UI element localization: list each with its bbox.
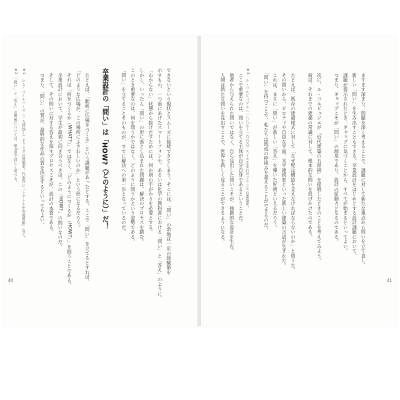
footnote-line: ※2 「問い」と「答え」の関係については、第3章で詳しく述べる。 bbox=[14, 68, 18, 184]
left-page bbox=[4, 36, 199, 326]
text-line: ますます深まり、問題を深く考えることで、課題に対して新たな視点から問いを立て直し、 bbox=[360, 68, 366, 268]
section-heading: 卒業設計の「問い」は「HOW?（どのように）」だ！ bbox=[100, 68, 109, 230]
text-line: 次に、ル・コルビュジエが「近代建築の五原則」を提唱したときのことを考えてみよう。 bbox=[316, 68, 322, 263]
text-line: 人間は新たな問いを見出すことで、世界を新しく見ることができるようになる。 bbox=[219, 68, 225, 244]
text-line: たとえば、既存の建築様式に対して「なぜ壁は構造を支えなければならないのか」と問うた。 bbox=[290, 68, 296, 273]
text-line: このとき重要なのは、何を問うかではなく、どのように問うかという姿勢である。 bbox=[129, 68, 135, 244]
text-line: できないという現状とスムーズに接続できてしまう。そこには、「問い」の余地は一定の経験値を bbox=[165, 68, 171, 275]
text-line: つまり、ギャップこそが「問い」の源泉であり、設計の原動力となるのである。 bbox=[333, 68, 339, 244]
text-line: 「問い」を持つことで、私たちは既成の枠組みを超えることができるのだ。 bbox=[263, 68, 269, 232]
footnote-line: ※3 ル・コルビュジエ（一八八七―一九六五）スイス生まれのフランスの建築家。 bbox=[245, 68, 250, 210]
footnote-line: ※1 レム・コールハース（一九四四―）オランダの建築家。代表作に「シアトル中央図書館」など。 bbox=[22, 68, 27, 240]
text-line: その問いから、ピロティや自由な平面、水平連続窓といった新しい建築の言語が生まれた。 bbox=[281, 68, 287, 268]
text-line: 彼は、それまでの建築の常識に対して、根本的な問いを投げかけたのである。 bbox=[307, 68, 313, 239]
paragraph-break bbox=[30, 68, 34, 256]
text-line: つまり、「問い」の質が、最終的な作品の質を決定するといってもよい。 bbox=[39, 68, 45, 228]
text-line: 課題が提示されたとき、ギャップに気づくことから、すべてが始まるといってよい。 bbox=[342, 68, 348, 254]
text-line: ここで重要なのは、問いを立てる主体が自分自身であるということだ。 bbox=[237, 68, 243, 225]
text-line: 他者から与えられた問いではなく、自ら見出した問いこそが、独創的な設計を生む。 bbox=[228, 68, 234, 254]
paragraph-break bbox=[92, 68, 96, 256]
text-line: これは、まさに「問い」が新しい「答え」を導いた好例といえるだろう。 bbox=[272, 68, 278, 230]
paragraph-break bbox=[112, 68, 116, 256]
text-line: それは「何をつくるか（WHAT?）」ではなく、「どのようにつくるか（HOW?）」を問うことである。 bbox=[66, 68, 72, 288]
text-line: 新しい「問い」を生み出すこともできる。卒業設計をはじめとする設計課題において、 bbox=[351, 68, 357, 258]
right-page bbox=[201, 36, 396, 326]
text-line: そして、その問いに対する答えを探すプロセスこそが、設計の本質である。 bbox=[48, 68, 54, 235]
left-page-number: 40 bbox=[8, 278, 14, 283]
right-page-number: 41 bbox=[386, 278, 392, 283]
text-line: 卒業設計において、学生が最初に向き合うべきは、この「HOW?」の問いなのだ。 bbox=[57, 68, 63, 249]
paragraph-break bbox=[254, 68, 258, 256]
text-line: 「わからない」状態から抜けだすためには、何か別の手がかりを必要とする。 bbox=[147, 68, 153, 235]
text-line: 「どのような広場が、この場所にふさわしいのか」という形になるだろう。 bbox=[75, 68, 81, 230]
text-line: 示すもの、一つ前にあげたスマートフォンや、あるいは化学の教科書における「問い」と「答え」のように、 bbox=[156, 68, 162, 301]
text-line: しかし、いったん「問い」の形に落とし込まれた問題は、解決のプロセスを踏む。 bbox=[138, 68, 144, 244]
paragraph-break bbox=[324, 68, 328, 256]
book-spread bbox=[4, 36, 396, 326]
text-line: たとえば、「駅前に広場をつくる」という課題があったとする。ここで「問い」を立てるとすれば、 bbox=[84, 68, 90, 285]
right-page-text-block bbox=[219, 68, 366, 273]
left-page-text-block bbox=[14, 68, 171, 301]
text-line: 「問い」を立てることそのものが、すでに解決への第一歩となっているのだ。 bbox=[120, 68, 126, 235]
paragraph-break bbox=[298, 68, 302, 256]
